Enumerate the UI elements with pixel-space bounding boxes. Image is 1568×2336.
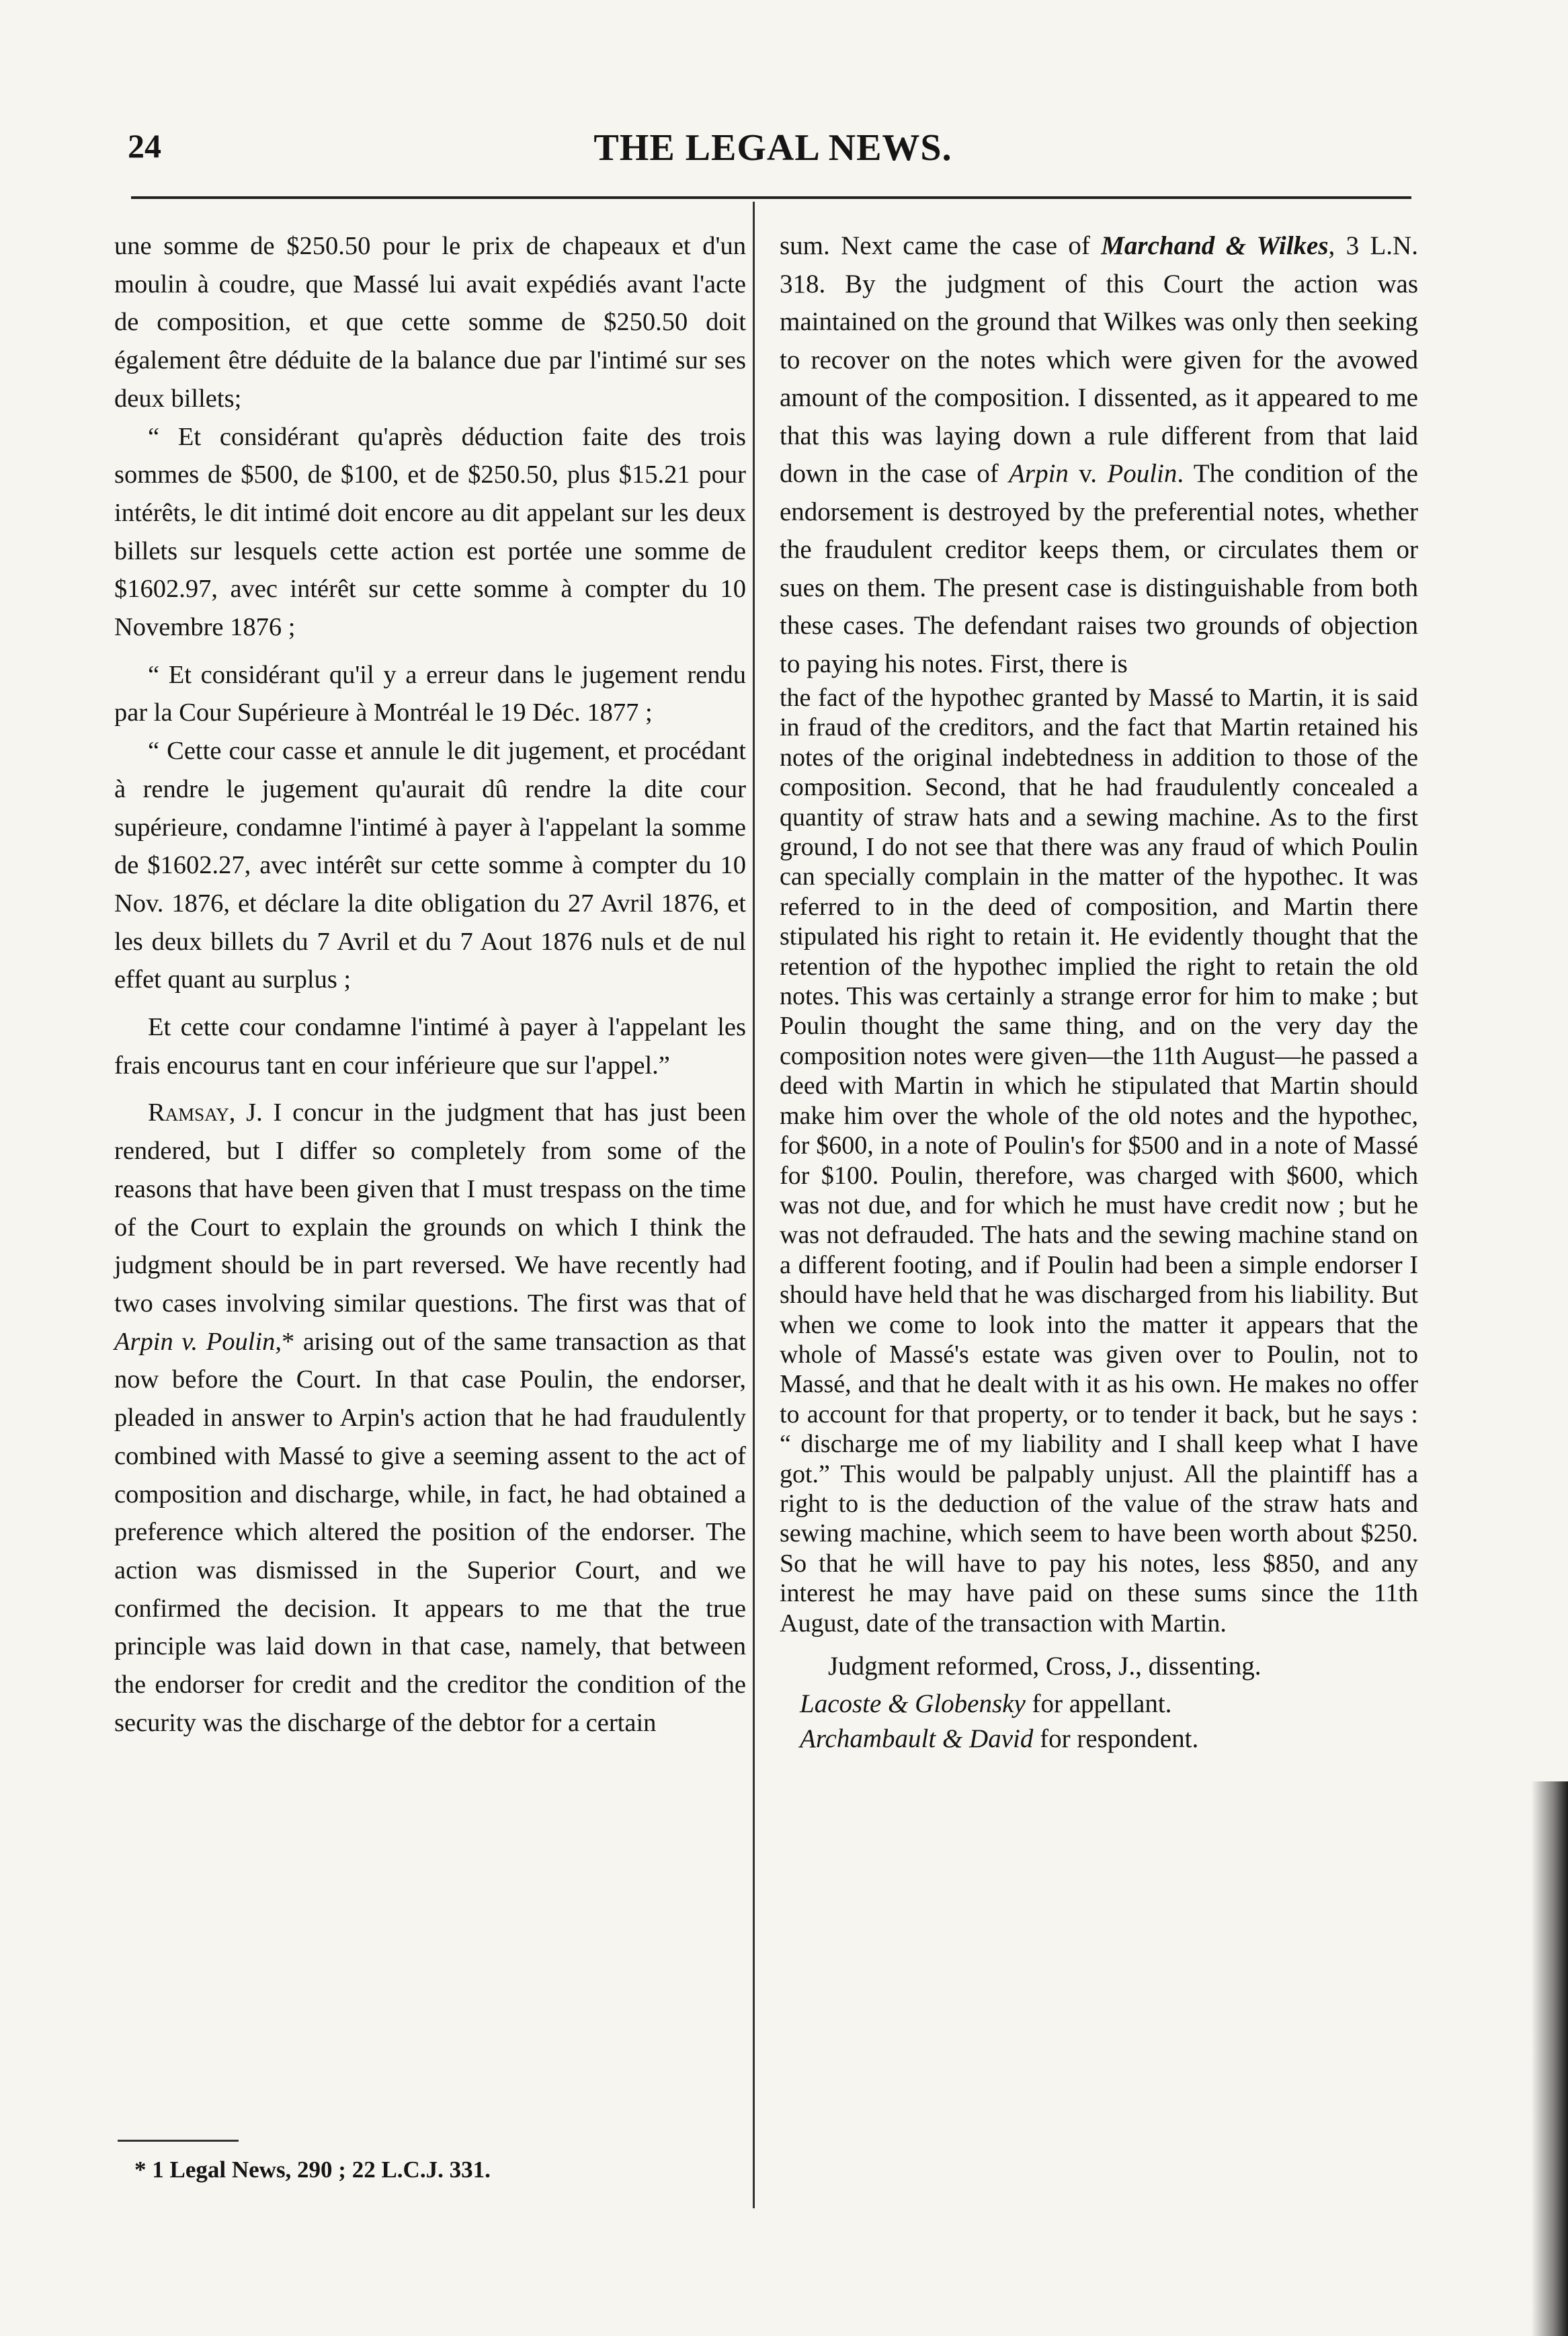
case-name-marchand-wilkes: Marchand & Wilkes — [1101, 231, 1329, 260]
case-name-poulin: Poulin — [1107, 459, 1178, 488]
footnote-rule — [118, 2140, 239, 2142]
paragraph-continuation: une somme de $250.50 pour le prix de chapeaux et d'un moulin à coudre, que Massé lui avait expédiés avant l'acte de composition, et que cette somme de $250.50 doit également être déduite de la balance due par l'intimé sur ses deux billets; — [114, 232, 746, 413]
judgment-verdict: Judgment reformed, Cross, J., dissenting. — [828, 1652, 1262, 1681]
case-name-arpin: Arpin — [1009, 459, 1069, 488]
paragraph-hypothec-analysis: the fact of the hypothec granted by Massé to Martin, it is said in fraud of the creditors, and the fact that Martin retained his notes of the original indebtedness in addition to those of the composition. Second, that he had fraudulently concealed a quantity of straw hats and a sewing machine. As to the first ground, I do not see that there was any fraud of which Poulin can specially complain in the matter of the hypothec. It was referred to in the deed of composition, and Martin there stipulated his right to retain it. He evidently thought that the retention of the hypothec implied the right to retain the old notes. This was certainly a strange error for him to make ; but Poulin thought the same thing, and on the very day the composition notes were given—the 11th August—he passed a deed with Martin in which he stipulated that Martin should make him over the whole of the old notes and the hypothec, for $600, in a note of Poulin's for $500 and in a note of Massé for $100. Poulin, therefore, was charged with $600, which was not due, and for which he must have credit now ; but he was not defrauded. The hats and the sewing machine stand on a different footing, and if Poulin had been a simple endorser I should have held that he was discharged from his liability. But when we come to look into the matter it appears that the whole of Massé's estate was given over to Poulin, not to Massé, and that he dealt with it as his own. He makes no offer to account for that property, or to tender it back, but he says : “ discharge me of my liability and I shall keep what I have got.” This would be palpably unjust. All the plaintiff has a right to is the deduction of the value of the straw hats and sewing machine, which seem to have been worth about $250. So that he will have to pay his notes, less $850, and any interest he may have paid on these sums since the 11th August, date of the transaction with Martin. — [780, 684, 1418, 1638]
text-segment: sum. Next came the case of — [780, 231, 1102, 260]
paragraph-marchand-wilkes — [780, 227, 1418, 683]
left-column — [114, 227, 746, 1742]
scan-edge-shadow — [1531, 1781, 1568, 2336]
text-segment: v. — [1068, 459, 1108, 488]
paragraph-frais: Et cette cour condamne l'intimé à payer à l'appelant les frais encourus tant en cour inférieure que sur l'appel.” — [114, 1013, 746, 1080]
page-header — [128, 126, 1418, 180]
opinion-text-a: I concur in the judgment that has just been rendered, but I differ so completely from some of the reasons that have been given that I must trespass on the time of the Court to explain the grounds on which I think the judgment should be in part reversed. We have recently had two cases involving similar questions. The first was that of — [114, 1098, 746, 1318]
opinion-text-b: * arising out of the same transaction as that now before the Court. In that case Poulin, the endorser, pleaded in answer to Arpin's action that he had fraudulently combined with Massé to give a seeming assent to the act of composition and discharge, while, in fact, he had obtained a preference which altered the position of the endorser. The action was dismissed in the Superior Court, and we confirmed the decision. It appears to me that the true principle was laid down in that case, namely, that between the endorser for credit and the creditor the condition of the security was the discharge of the debtor for a certain — [114, 1327, 746, 1737]
counsel-appellant — [780, 1687, 1418, 1722]
counsel-respondent — [780, 1722, 1418, 1757]
text-segment: . The condition of the endorsement is destroyed by the preferential notes, whether the fraudulent creditor keeps them, or circulates them or sues on them. The present case is distinguishable from both these cases. The defendant raises two grounds of objection to paying his notes. First, there is — [780, 459, 1418, 678]
header-rule — [131, 196, 1411, 199]
journal-title: THE LEGAL NEWS. — [593, 127, 952, 169]
paragraph-ramsay-opinion — [114, 1094, 746, 1742]
paragraph-considerant-erreur: “ Et considérant qu'il y a erreur dans le jugement rendu par la Cour Supérieure à Montréal le 19 Déc. 1877 ; — [114, 660, 746, 727]
right-column — [780, 227, 1418, 1757]
judge-name: Ramsay, J. — [148, 1098, 263, 1127]
counsel-role: for appellant. — [1025, 1689, 1172, 1718]
counsel-appellant-name: Lacoste & Globensky — [800, 1689, 1026, 1718]
page-number: 24 — [128, 127, 161, 165]
column-divider — [753, 202, 755, 2208]
paragraph-considerant-deduction: “ Et considérant qu'après déduction faite des trois sommes de $500, de $100, et de $250.50, plus $15.21 pour intérêts, le dit intimé doit encore au dit appelant sur les deux billets sur lesquels cette action est portée une somme de $1602.97, avec intérêt sur cette somme à compter du 10 Novembre 1876 ; — [114, 422, 746, 642]
counsel-role: for respondent. — [1033, 1724, 1199, 1753]
paragraph-casse-annule: “ Cette cour casse et annule le dit jugement, et procédant à rendre le jugement qu'aurait dû rendre la dite cour supérieure, condamne l'intimé à payer à l'appelant la somme de $1602.27, avec intérêt sur cette somme à compter du 10 Nov. 1876, et déclare la dite obligation du 27 Avril 1876, et les deux billets du 7 Avril et du 7 Aout 1876 nuls et de nul effet quant au surplus ; — [114, 737, 746, 994]
footnote: * 1 Legal News, 290 ; 22 L.C.J. 331. — [134, 2157, 491, 2183]
text-segment: , 3 L.N. 318. By the judgment of this Court the action was maintained on the ground that Wilkes was only then seeking to recover on the notes which were given for the avowed amount of the composition. I dissented, as it appeared to me that this was laying down a rule different from that laid down in the case of — [780, 231, 1418, 488]
case-name-arpin-poulin: Arpin v. Poulin, — [114, 1327, 282, 1356]
counsel-respondent-name: Archambault & David — [800, 1724, 1034, 1753]
